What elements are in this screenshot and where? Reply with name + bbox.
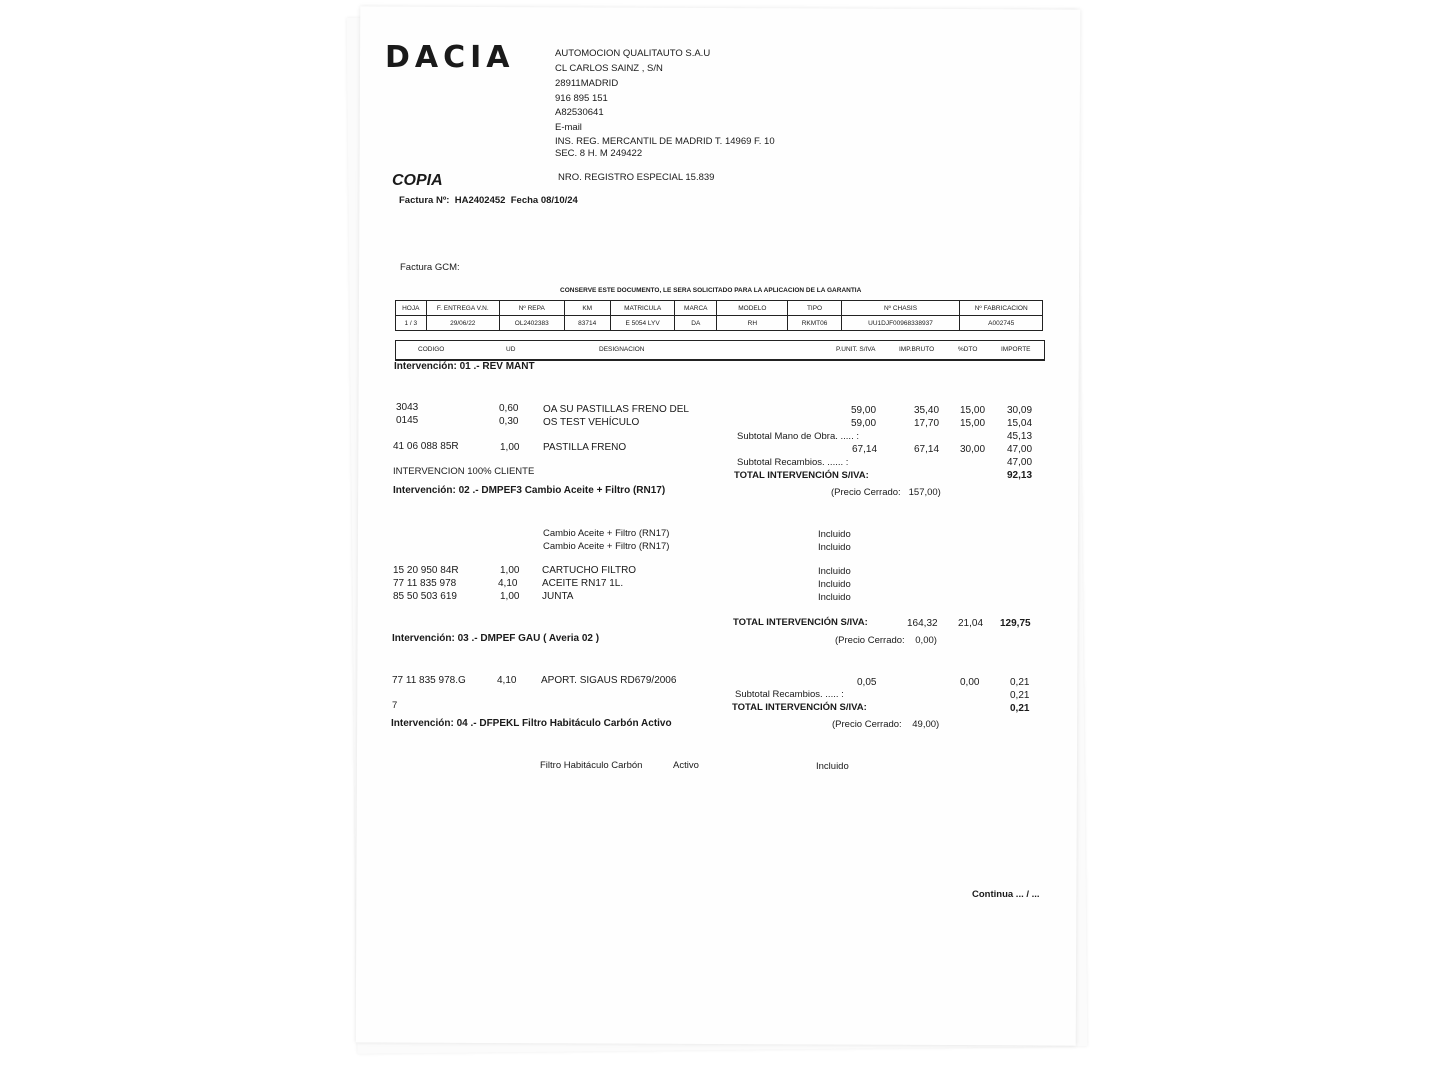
th-hoja: HOJA bbox=[396, 301, 427, 316]
col-importe: IMPORTE bbox=[1001, 346, 1031, 353]
warranty-notice: CONSERVE ESTE DOCUMENTO, LE SERA SOLICITADO PARA LA APLICACION DE LA GARANTIA bbox=[560, 287, 862, 294]
th-marca: MARCA bbox=[675, 301, 717, 316]
int3-ud: 4,10 bbox=[497, 675, 517, 686]
int4-precio bbox=[832, 719, 939, 730]
td-matricula: E 5054 LYV bbox=[610, 316, 674, 331]
dacia-logo: DACIA bbox=[385, 40, 515, 75]
int4-desc: Filtro Habitáculo Carbón bbox=[540, 760, 643, 771]
int4-precio-label: (Precio Cerrado: bbox=[832, 719, 902, 730]
th-km: KM bbox=[564, 301, 610, 316]
int2-precio-value: 157,00) bbox=[908, 487, 941, 498]
int4-status: Incluido bbox=[816, 761, 849, 772]
company-address: CL CARLOS SAINZ , S/N bbox=[555, 63, 663, 74]
td-modelo: RH bbox=[717, 316, 788, 331]
col-ud: UD bbox=[506, 346, 516, 353]
invoice-label: Factura Nº: bbox=[399, 195, 450, 206]
int3-desc: APORT. SIGAUS RD679/2006 bbox=[541, 675, 677, 686]
special-registry: NRO. REGISTRO ESPECIAL 15.839 bbox=[558, 172, 715, 183]
int2-code-4: 77 11 835 978 bbox=[393, 578, 457, 589]
intervention-02-title: Intervención: 02 .- DMPEF3 Cambio Aceite + Filtro (RN17) bbox=[393, 485, 666, 496]
int3-importe: 0,21 bbox=[1010, 677, 1030, 688]
int3-total: 0,21 bbox=[1010, 703, 1030, 714]
int2-total: 129,75 bbox=[1000, 618, 1031, 629]
int3-code: 77 11 835 978.G bbox=[392, 675, 466, 686]
int3-mark: 7 bbox=[392, 700, 398, 711]
int2-status-1: Incluido bbox=[818, 529, 851, 540]
int2-precio-label: (Precio Cerrado: bbox=[831, 487, 901, 498]
int3-dto: 0,00 bbox=[960, 677, 980, 688]
vehicle-table-header bbox=[396, 301, 1043, 316]
int1-importe-3: 47,00 bbox=[1007, 444, 1033, 455]
copy-label: COPIA bbox=[392, 172, 443, 189]
int2-desc-5: JUNTA bbox=[542, 591, 574, 602]
int1-punit-2: 59,00 bbox=[851, 418, 877, 429]
int4-precio-value: 49,00) bbox=[912, 719, 940, 730]
int2-ud-5: 1,00 bbox=[500, 591, 520, 602]
th-matricula: MATRICULA bbox=[610, 301, 674, 316]
invoice-line bbox=[399, 195, 578, 206]
int1-importe-2: 15,04 bbox=[1007, 418, 1033, 429]
company-registry-1: INS. REG. MERCANTIL DE MADRID T. 14969 F. 10 bbox=[555, 136, 775, 147]
int1-bruto-1: 35,40 bbox=[914, 405, 940, 416]
int1-importe-1: 30,09 bbox=[1007, 405, 1033, 416]
int1-desc-2: OS TEST VEHÍCULO bbox=[543, 417, 640, 428]
int1-subtotal-mo: 45,13 bbox=[1007, 431, 1033, 442]
th-fabricacion: Nº FABRICACION bbox=[960, 301, 1043, 316]
int2-desc-3: CARTUCHO FILTRO bbox=[542, 565, 637, 576]
gcm-label: Factura GCM: bbox=[400, 262, 460, 273]
col-designacion: DESIGNACION bbox=[599, 346, 645, 353]
int1-subtotal-mo-label: Subtotal Mano de Obra. ..... : bbox=[737, 431, 859, 442]
int3-subtotal-rec: 0,21 bbox=[1010, 690, 1030, 701]
int3-punit: 0,05 bbox=[857, 677, 877, 688]
int1-dto-1: 15,00 bbox=[960, 405, 986, 416]
int2-code-5: 85 50 503 619 bbox=[393, 591, 457, 602]
int1-subtotal-rec-label: Subtotal Recambios. ...... : bbox=[737, 457, 849, 468]
int2-ud-3: 1,00 bbox=[500, 565, 520, 576]
td-hoja: 1 / 3 bbox=[396, 316, 427, 331]
intervention-03-title: Intervención: 03 .- DMPEF GAU ( Averia 02 ) bbox=[392, 633, 600, 644]
vehicle-table bbox=[395, 300, 1043, 331]
th-repa: Nº REPA bbox=[500, 301, 564, 316]
company-registry-2: SEC. 8 H. M 249422 bbox=[555, 148, 643, 159]
int1-subtotal-rec: 47,00 bbox=[1007, 457, 1033, 468]
company-city: 28911MADRID bbox=[555, 78, 619, 89]
invoice-date: 08/10/24 bbox=[540, 195, 578, 206]
int2-ud-4: 4,10 bbox=[498, 578, 518, 589]
int1-note: INTERVENCION 100% CLIENTE bbox=[393, 466, 535, 477]
int1-dto-3: 30,00 bbox=[960, 444, 986, 455]
th-modelo: MODELO bbox=[717, 301, 788, 316]
int1-code-1: 3043 bbox=[396, 402, 419, 413]
int1-bruto-2: 17,70 bbox=[914, 418, 940, 429]
int2-desc-2: Cambio Aceite + Filtro (RN17) bbox=[543, 541, 670, 552]
int3-subtotal-rec-label: Subtotal Recambios. ..... : bbox=[735, 689, 844, 700]
int2-total-dto: 21,04 bbox=[958, 618, 984, 629]
th-entrega: F. ENTREGA V.N. bbox=[426, 301, 500, 316]
int1-desc-3: PASTILLA FRENO bbox=[543, 442, 627, 453]
int2-status-5: Incluido bbox=[818, 592, 851, 603]
td-marca: DA bbox=[675, 316, 717, 331]
int1-ud-2: 0,30 bbox=[499, 416, 519, 427]
int3-precio bbox=[835, 635, 937, 646]
company-cif: A82530641 bbox=[555, 107, 604, 118]
int1-total-label: TOTAL INTERVENCIÓN S/IVA: bbox=[734, 470, 869, 481]
int3-total-label: TOTAL INTERVENCIÓN S/IVA: bbox=[732, 702, 867, 713]
td-km: 83714 bbox=[564, 316, 610, 331]
company-email: E-mail bbox=[555, 122, 582, 133]
int2-code-3: 15 20 950 84R bbox=[393, 565, 459, 576]
col-codigo: CODIGO bbox=[418, 346, 445, 353]
col-punit: P.UNIT. S/IVA bbox=[836, 346, 876, 353]
int1-bruto-3: 67,14 bbox=[914, 444, 940, 455]
int2-desc-1: Cambio Aceite + Filtro (RN17) bbox=[543, 528, 670, 539]
int2-total-label: TOTAL INTERVENCIÓN S/IVA: bbox=[733, 617, 868, 628]
int3-precio-label: (Precio Cerrado: bbox=[835, 635, 905, 646]
int1-dto-2: 15,00 bbox=[960, 418, 986, 429]
int1-total: 92,13 bbox=[1007, 470, 1033, 481]
int1-code-3: 41 06 088 85R bbox=[393, 441, 459, 452]
int1-punit-1: 59,00 bbox=[851, 405, 877, 416]
company-phone: 916 895 151 bbox=[555, 93, 608, 104]
intervention-04-title: Intervención: 04 .- DFPEKL Filtro Habitáculo Carbón Activo bbox=[391, 718, 672, 729]
int3-precio-value: 0,00) bbox=[915, 635, 937, 646]
col-dto: %DTO bbox=[958, 346, 978, 353]
int2-precio bbox=[831, 487, 941, 498]
td-repa: OL2402383 bbox=[500, 316, 564, 331]
continua-label: Continua ... / ... bbox=[972, 889, 1040, 900]
date-label: Fecha bbox=[510, 195, 539, 206]
int1-ud-3: 1,00 bbox=[500, 442, 520, 453]
td-chasis: UU1DJF00968338937 bbox=[841, 316, 960, 331]
int2-total-bruto: 164,32 bbox=[907, 618, 938, 629]
int2-status-2: Incluido bbox=[818, 542, 851, 553]
int1-ud-1: 0,60 bbox=[499, 403, 519, 414]
td-tipo: RKMT06 bbox=[788, 316, 841, 331]
int4-desc-2: Activo bbox=[673, 760, 699, 771]
invoice-number: HA2402452 bbox=[454, 195, 506, 206]
vehicle-table-values bbox=[396, 316, 1043, 331]
th-chasis: Nº CHASIS bbox=[841, 301, 960, 316]
td-entrega: 29/06/22 bbox=[426, 316, 500, 331]
int1-punit-3: 67,14 bbox=[852, 444, 878, 455]
int1-desc-1: OA SU PASTILLAS FRENO DEL bbox=[543, 404, 689, 415]
td-fabricacion: A002745 bbox=[960, 316, 1043, 331]
int2-status-3: Incluido bbox=[818, 566, 851, 577]
int1-code-2: 0145 bbox=[396, 415, 419, 426]
company-name: AUTOMOCION QUALITAUTO S.A.U bbox=[555, 48, 711, 59]
int2-status-4: Incluido bbox=[818, 579, 851, 590]
column-header-bar bbox=[395, 340, 1045, 361]
int2-desc-4: ACEITE RN17 1L. bbox=[542, 578, 624, 589]
intervention-01-title: Intervención: 01 .- REV MANT bbox=[394, 361, 535, 372]
col-impbruto: IMP.BRUTO bbox=[899, 346, 935, 353]
th-tipo: TIPO bbox=[788, 301, 841, 316]
